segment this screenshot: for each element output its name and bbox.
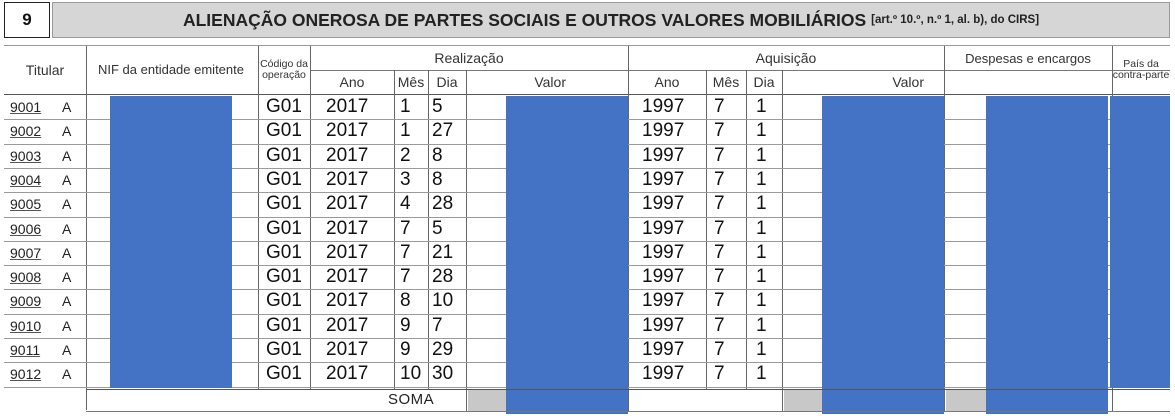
redacted-pais-column bbox=[1110, 96, 1170, 388]
col-header-a-ano: Ano bbox=[654, 74, 680, 91]
redacted-aquisicao-valor-column bbox=[822, 96, 944, 414]
soma-shaded-cell bbox=[468, 390, 506, 411]
realizacao-dia-cell: 21 bbox=[432, 241, 454, 263]
col-header-r-dia: Dia bbox=[436, 74, 458, 91]
titular-cell: A bbox=[62, 171, 72, 188]
realizacao-ano-cell: 2017 bbox=[326, 266, 369, 288]
grid-vline bbox=[706, 70, 707, 390]
codigo-cell: G01 bbox=[266, 193, 302, 215]
aquisicao-dia-cell: 1 bbox=[756, 290, 767, 312]
aquisicao-dia-cell: 1 bbox=[756, 266, 767, 288]
codigo-cell: G01 bbox=[266, 120, 302, 142]
col-header-a-mes: Mês bbox=[712, 74, 740, 91]
titular-cell: A bbox=[62, 123, 72, 140]
codigo-cell: G01 bbox=[266, 363, 302, 385]
realizacao-mes-cell: 7 bbox=[400, 241, 411, 263]
col-header-nif: NIF da entidade emitente bbox=[98, 62, 244, 78]
aquisicao-ano-cell: 1997 bbox=[642, 120, 685, 142]
realizacao-dia-cell: 7 bbox=[432, 314, 443, 336]
row-number: 9002 bbox=[10, 123, 42, 140]
row-number: 9008 bbox=[10, 269, 42, 286]
aquisicao-ano-cell: 1997 bbox=[642, 241, 685, 263]
titular-cell: A bbox=[62, 220, 72, 237]
codigo-cell: G01 bbox=[266, 290, 302, 312]
realizacao-ano-cell: 2017 bbox=[326, 96, 369, 117]
realizacao-mes-cell: 9 bbox=[400, 314, 411, 336]
col-header-r-valor: Valor bbox=[534, 74, 566, 91]
aquisicao-mes-cell: 7 bbox=[714, 217, 725, 239]
codigo-cell: G01 bbox=[266, 96, 302, 117]
codigo-cell: G01 bbox=[266, 144, 302, 166]
realizacao-mes-cell: 7 bbox=[400, 217, 411, 239]
titular-cell: A bbox=[62, 293, 72, 310]
soma-label: SOMA bbox=[388, 391, 435, 408]
soma-top-line bbox=[86, 389, 1170, 390]
realizacao-mes-cell: 8 bbox=[400, 290, 411, 312]
titular-cell: A bbox=[62, 269, 72, 286]
realizacao-dia-cell: 8 bbox=[432, 168, 443, 190]
realizacao-ano-cell: 2017 bbox=[326, 339, 369, 360]
aquisicao-dia-cell: 1 bbox=[756, 193, 767, 215]
header-bottom-line bbox=[4, 94, 1170, 95]
realizacao-dia-cell: 27 bbox=[432, 120, 454, 142]
aquisicao-dia-cell: 1 bbox=[756, 314, 767, 336]
titular-cell: A bbox=[62, 342, 72, 358]
codigo-cell: G01 bbox=[266, 314, 302, 336]
realizacao-mes-cell: 1 bbox=[400, 120, 411, 142]
realizacao-ano-cell: 2017 bbox=[326, 193, 369, 215]
col-header-realizacao: Realização bbox=[434, 49, 504, 66]
soma-shaded-cell bbox=[784, 390, 822, 411]
realizacao-mes-cell: 2 bbox=[400, 144, 411, 166]
aquisicao-mes-cell: 7 bbox=[714, 339, 725, 360]
aquisicao-ano-cell: 1997 bbox=[642, 144, 685, 166]
realizacao-dia-cell: 30 bbox=[432, 363, 454, 385]
aquisicao-dia-cell: 1 bbox=[756, 363, 767, 385]
titular-cell: A bbox=[62, 99, 72, 115]
aquisicao-ano-cell: 1997 bbox=[642, 168, 685, 190]
col-header-despesas: Despesas e encargos bbox=[965, 51, 1091, 66]
realizacao-dia-cell: 10 bbox=[432, 290, 454, 312]
col-header-r-ano: Ano bbox=[339, 74, 365, 91]
grid-vline bbox=[86, 46, 87, 410]
realizacao-ano-cell: 2017 bbox=[326, 363, 369, 385]
row-number: 9009 bbox=[10, 293, 42, 310]
row-number: 9004 bbox=[10, 171, 42, 188]
aquisicao-ano-cell: 1997 bbox=[642, 96, 685, 117]
col-header-a-valor: Valor bbox=[892, 74, 924, 91]
aquisicao-mes-cell: 7 bbox=[714, 266, 725, 288]
realizacao-mes-cell: 10 bbox=[400, 363, 422, 385]
row-number: 9011 bbox=[10, 342, 41, 358]
codigo-cell: G01 bbox=[266, 266, 302, 288]
realizacao-dia-cell: 29 bbox=[432, 339, 454, 360]
row-number: 9007 bbox=[10, 244, 42, 261]
codigo-cell: G01 bbox=[266, 168, 302, 190]
aquisicao-ano-cell: 1997 bbox=[642, 339, 685, 360]
aquisicao-ano-cell: 1997 bbox=[642, 314, 685, 336]
realizacao-dia-cell: 5 bbox=[432, 96, 443, 117]
realizacao-dia-cell: 5 bbox=[432, 217, 443, 239]
irs-annex-form bbox=[4, 0, 1170, 418]
aquisicao-mes-cell: 7 bbox=[714, 314, 725, 336]
soma-bottom-line bbox=[86, 411, 1170, 412]
col-header-a-dia: Dia bbox=[753, 74, 775, 91]
titular-cell: A bbox=[62, 244, 72, 261]
aquisicao-ano-cell: 1997 bbox=[642, 193, 685, 215]
realizacao-dia-cell: 8 bbox=[432, 144, 443, 166]
codigo-cell: G01 bbox=[266, 217, 302, 239]
row-number: 9001 bbox=[10, 99, 42, 115]
aquisicao-mes-cell: 7 bbox=[714, 241, 725, 263]
realizacao-dia-cell: 28 bbox=[432, 266, 454, 288]
realizacao-mes-cell: 3 bbox=[400, 168, 411, 190]
col-header-r-mes: Mês bbox=[397, 74, 425, 91]
grid-vline bbox=[428, 70, 429, 390]
redacted-realizacao-valor-column bbox=[506, 96, 628, 414]
titular-cell: A bbox=[62, 317, 72, 334]
codigo-cell: G01 bbox=[266, 339, 302, 360]
grid-vline bbox=[746, 70, 747, 390]
aquisicao-mes-cell: 7 bbox=[714, 96, 725, 117]
row-number: 9006 bbox=[10, 220, 42, 237]
row-number: 9003 bbox=[10, 147, 42, 164]
realizacao-ano-cell: 2017 bbox=[326, 144, 369, 166]
titular-cell: A bbox=[62, 147, 72, 164]
aquisicao-mes-cell: 7 bbox=[714, 144, 725, 166]
aquisicao-ano-cell: 1997 bbox=[642, 363, 685, 385]
aquisicao-dia-cell: 1 bbox=[756, 241, 767, 263]
section-legal-reference: [art.º 10.º, n.º 1, al. b), do CIRS] bbox=[871, 14, 1040, 26]
soma-shaded-cell bbox=[946, 390, 986, 411]
grid-vline bbox=[628, 46, 629, 412]
section-number: 9 bbox=[4, 2, 50, 38]
aquisicao-mes-cell: 7 bbox=[714, 290, 725, 312]
aquisicao-dia-cell: 1 bbox=[756, 217, 767, 239]
aquisicao-mes-cell: 7 bbox=[714, 120, 725, 142]
realizacao-mes-cell: 4 bbox=[400, 193, 411, 215]
aquisicao-mes-cell: 7 bbox=[714, 193, 725, 215]
realizacao-dia-cell: 28 bbox=[432, 193, 454, 215]
redacted-despesas-column bbox=[986, 96, 1108, 414]
redacted-nif-column bbox=[110, 96, 232, 388]
titular-cell: A bbox=[62, 366, 72, 383]
grid-vline bbox=[944, 46, 945, 412]
aquisicao-mes-cell: 7 bbox=[714, 363, 725, 385]
col-header-codigo: Código da operação bbox=[260, 57, 308, 81]
realizacao-mes-cell: 1 bbox=[400, 96, 411, 117]
titular-cell: A bbox=[62, 196, 72, 213]
aquisicao-dia-cell: 1 bbox=[756, 96, 767, 117]
realizacao-ano-cell: 2017 bbox=[326, 290, 369, 312]
realizacao-ano-cell: 2017 bbox=[326, 314, 369, 336]
col-header-titular: Titular bbox=[25, 61, 65, 78]
aquisicao-ano-cell: 1997 bbox=[642, 217, 685, 239]
aquisicao-dia-cell: 1 bbox=[756, 144, 767, 166]
grid-vline bbox=[394, 70, 395, 390]
realizacao-ano-cell: 2017 bbox=[326, 120, 369, 142]
section-title: ALIENAÇÃO ONEROSA DE PARTES SOCIAIS E OUTROS VALORES MOBILIÁRIOS bbox=[182, 9, 867, 30]
realizacao-mes-cell: 7 bbox=[400, 266, 411, 288]
aquisicao-ano-cell: 1997 bbox=[642, 290, 685, 312]
realizacao-ano-cell: 2017 bbox=[326, 217, 369, 239]
aquisicao-mes-cell: 7 bbox=[714, 168, 725, 190]
aquisicao-ano-cell: 1997 bbox=[642, 266, 685, 288]
realizacao-ano-cell: 2017 bbox=[326, 168, 369, 190]
col-header-aquisicao: Aquisição bbox=[755, 49, 817, 66]
row-number: 9010 bbox=[10, 317, 42, 334]
aquisicao-dia-cell: 1 bbox=[756, 339, 767, 360]
row-number: 9005 bbox=[10, 196, 42, 213]
codigo-cell: G01 bbox=[266, 241, 302, 263]
aquisicao-dia-cell: 1 bbox=[756, 168, 767, 190]
col-header-pais: País da contra-parte bbox=[1112, 57, 1170, 81]
section-title-bar bbox=[52, 2, 1170, 38]
row-number: 9012 bbox=[10, 366, 42, 383]
realizacao-ano-cell: 2017 bbox=[326, 241, 369, 263]
aquisicao-dia-cell: 1 bbox=[756, 120, 767, 142]
realizacao-mes-cell: 9 bbox=[400, 339, 411, 360]
